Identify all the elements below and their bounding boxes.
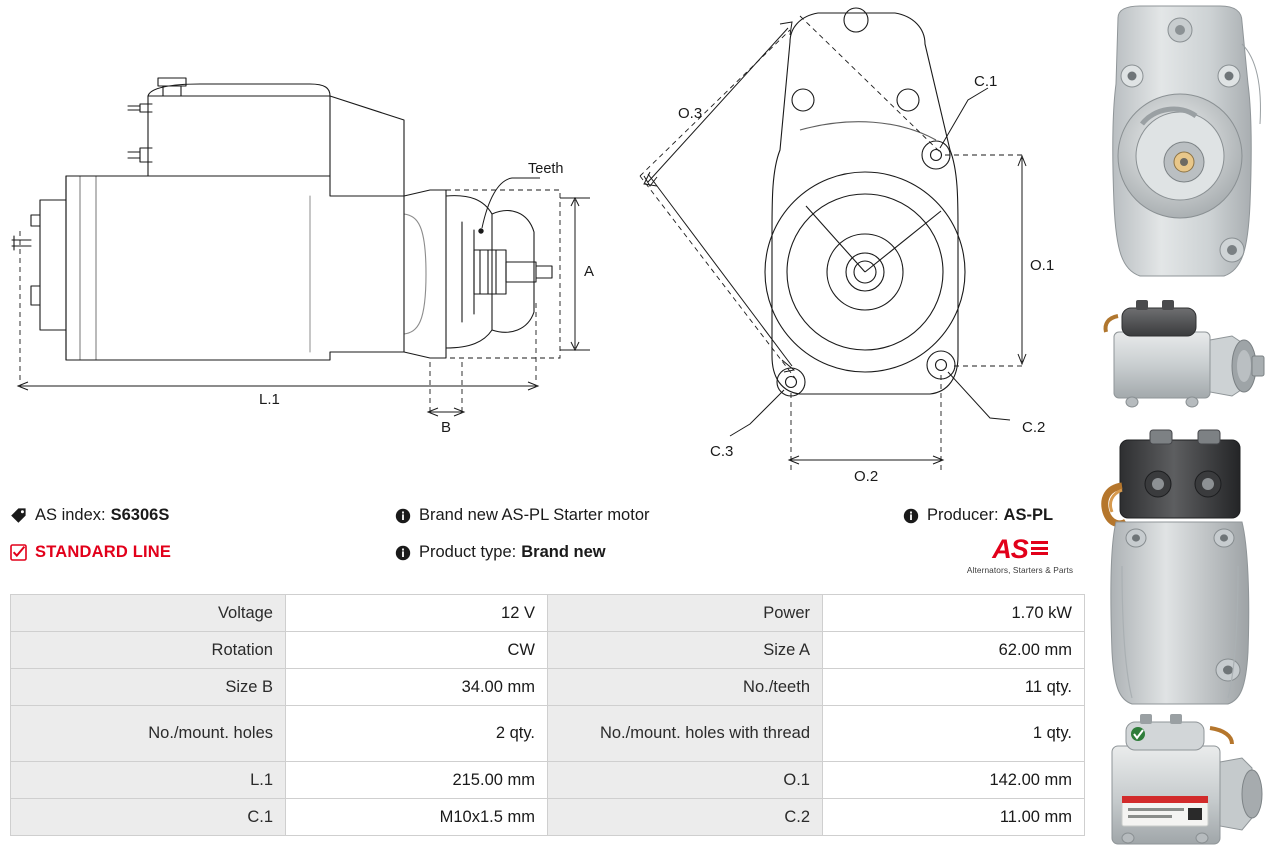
meta-row-2 — [10, 543, 1085, 562]
logo-text: AS — [992, 534, 1028, 564]
spec-value: 142.00 mm — [823, 762, 1085, 799]
spec-label: Size B — [11, 669, 286, 706]
spec-value: CW — [286, 632, 548, 669]
spec-value: 215.00 mm — [286, 762, 548, 799]
logo-tagline: Alternators, Starters & Parts — [966, 565, 1074, 575]
description-block — [395, 506, 903, 525]
spec-label: Rotation — [11, 632, 286, 669]
label-o3: O.3 — [678, 105, 703, 122]
table-row — [11, 632, 1085, 669]
table-row — [11, 762, 1085, 799]
label-c3: C.3 — [710, 443, 734, 460]
product-photo-drive-end[interactable] — [1092, 4, 1267, 286]
product-photo-labelled[interactable] — [1092, 712, 1267, 856]
description-label: Brand new AS-PL Starter motor — [419, 506, 650, 524]
tag-icon — [10, 507, 27, 524]
as-index-value: S6306S — [110, 506, 170, 524]
label-l1: L.1 — [259, 391, 280, 408]
product-photo-strip — [1088, 0, 1270, 860]
info-icon — [395, 508, 411, 524]
spec-label: Voltage — [11, 595, 286, 632]
table-row — [11, 799, 1085, 836]
label-teeth: Teeth — [528, 161, 564, 177]
technical-drawings — [0, 0, 1085, 495]
label-b: B — [441, 419, 452, 436]
spec-value: M10x1.5 mm — [286, 799, 548, 836]
table-row — [11, 706, 1085, 762]
table-row — [11, 669, 1085, 706]
label-o2: O.2 — [854, 468, 879, 485]
spec-label: C.1 — [11, 799, 286, 836]
producer-label: Producer: — [927, 506, 999, 524]
logo-wordmark — [992, 536, 1048, 563]
as-index-block — [10, 506, 395, 525]
standard-line-block — [10, 543, 395, 562]
label-c2: C.2 — [1022, 419, 1046, 436]
product-type-block — [395, 543, 903, 562]
product-meta — [10, 498, 1085, 586]
product-photo-side[interactable] — [1092, 292, 1267, 422]
spec-value: 12 V — [286, 595, 548, 632]
spec-label: C.2 — [548, 799, 823, 836]
spec-value: 11 qty. — [823, 669, 1085, 706]
spec-value: 1 qty. — [823, 706, 1085, 762]
spec-label: Power — [548, 595, 823, 632]
spec-label: L.1 — [11, 762, 286, 799]
starter-motor-drawings-svg — [0, 0, 1085, 495]
info-icon — [395, 545, 411, 561]
producer-block — [903, 506, 1085, 525]
label-o1: O.1 — [1030, 257, 1055, 274]
spec-value: 2 qty. — [286, 706, 548, 762]
logo-bars-icon — [1031, 541, 1048, 558]
standard-line-label: STANDARD LINE — [35, 543, 172, 561]
spec-value: 11.00 mm — [823, 799, 1085, 836]
spec-label: Size A — [548, 632, 823, 669]
check-box-icon — [10, 544, 27, 561]
product-type-value: Brand new — [521, 543, 606, 561]
meta-row-1 — [10, 506, 1085, 525]
product-photo-solenoid[interactable] — [1092, 426, 1267, 708]
spec-value: 1.70 kW — [823, 595, 1085, 632]
producer-value: AS-PL — [1003, 506, 1054, 524]
specification-table — [10, 594, 1085, 836]
label-c1: C.1 — [974, 73, 998, 90]
spec-value: 34.00 mm — [286, 669, 548, 706]
spec-label: No./teeth — [548, 669, 823, 706]
spec-label: O.1 — [548, 762, 823, 799]
product-type-label: Product type: — [419, 543, 517, 561]
label-a: A — [584, 263, 595, 280]
spec-value: 62.00 mm — [823, 632, 1085, 669]
as-pl-logo — [960, 536, 1080, 582]
table-row — [11, 595, 1085, 632]
as-index-label: AS index: — [35, 506, 106, 524]
spec-label: No./mount. holes — [11, 706, 286, 762]
spec-label: No./mount. holes with thread — [548, 706, 823, 762]
info-icon — [903, 508, 919, 524]
